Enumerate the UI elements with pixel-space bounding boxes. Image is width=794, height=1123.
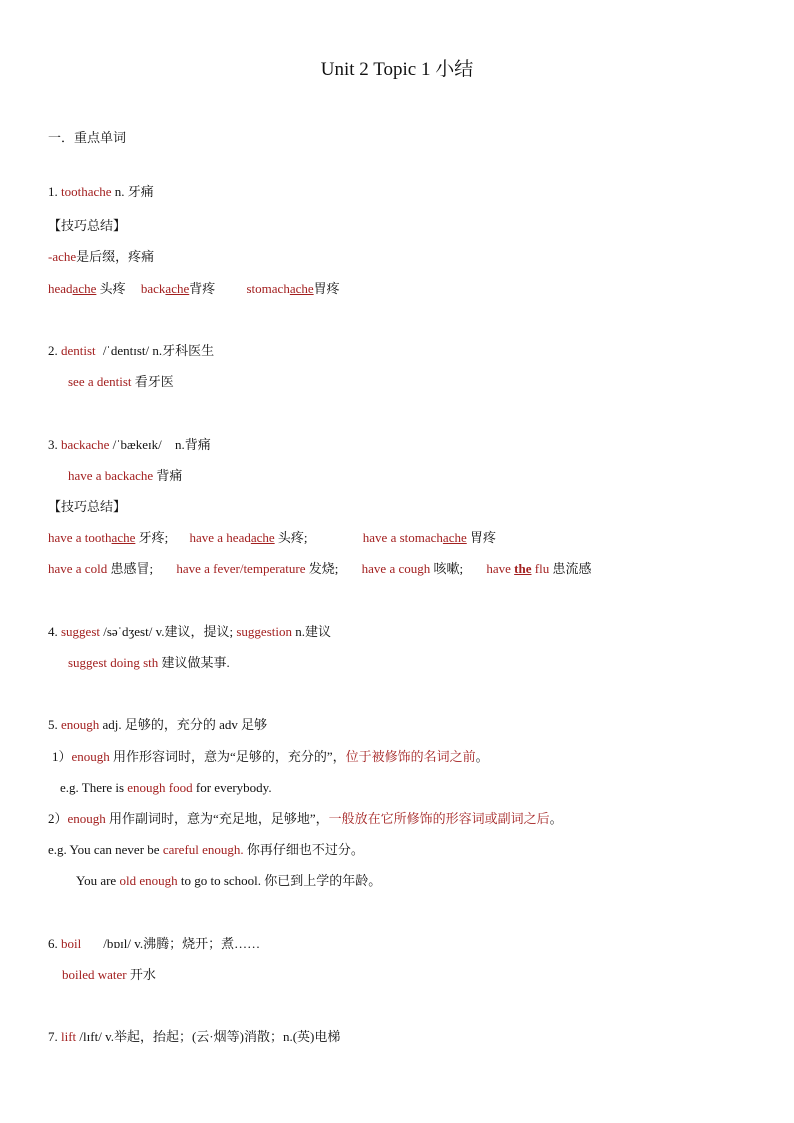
example-suffix: ache (72, 281, 97, 296)
flu-have: have (486, 561, 515, 576)
usage-end: 。 (549, 811, 563, 826)
usage-number: 2） (48, 811, 68, 826)
example-suffix: ache (165, 281, 190, 296)
word-entry-backache (48, 437, 211, 453)
entry-number: 7. (48, 1029, 61, 1044)
example-suffix: ache (289, 281, 314, 296)
entry-meaning: 牙痛 (127, 184, 154, 199)
phrase: have a backache (68, 468, 154, 483)
phrase: boiled water (62, 967, 127, 982)
example-cn: 胃疼 (313, 281, 340, 296)
word-entry-boil (48, 936, 260, 952)
entry-number: 1. (48, 184, 61, 199)
usage-adv (48, 811, 563, 827)
example-prefix: head (48, 281, 73, 296)
entry-number: 4. (48, 624, 61, 639)
phrase-suffix: ache (250, 530, 275, 545)
phrase-prefix: have a tooth (48, 530, 112, 545)
entry-word: boil (61, 936, 82, 951)
phrase-cn: 开水 (129, 967, 156, 982)
example-pre: e.g. You can never be (48, 842, 163, 857)
entry-meaning: n.背痛 (174, 437, 211, 452)
example-prefix: back (140, 281, 166, 296)
entry-meaning: v.举起，抬起；(云·烟等)消散；n.(英)电梯 (105, 1029, 341, 1044)
entry-meaning-2: n.建议 (292, 624, 332, 639)
example-post: to go to school. 你已到上学的年龄。 (177, 873, 382, 888)
usage-adj (52, 749, 489, 765)
entry-word: enough (61, 717, 100, 732)
example-sentence (48, 842, 364, 858)
phrase-cn: 背痛 (156, 468, 183, 483)
usage-end: 。 (475, 749, 489, 764)
example-key: old enough (119, 873, 178, 888)
section-heading: 一．重点单词 (48, 130, 127, 145)
entry-pos: n. (114, 184, 125, 199)
phrase-suffix: ache (442, 530, 467, 545)
flu-word: flu (531, 561, 550, 576)
entry-phonetic: /ˈdentɪst/ (102, 343, 150, 358)
entry-word: toothache (61, 184, 112, 199)
phrase-line (68, 468, 182, 484)
phrase-line (68, 374, 174, 390)
entry-phonetic: /lɪft/ (76, 1029, 106, 1044)
phrase-cn: 患感冒; (110, 561, 154, 576)
phrase-line (68, 655, 230, 671)
example-key: enough food (127, 780, 193, 795)
example-cn: 背疼 (189, 281, 216, 296)
usage-number: 1） (52, 749, 72, 764)
phrase-suffix: ache (111, 530, 136, 545)
entry-number: 6. (48, 936, 61, 951)
example-key: careful enough. (162, 842, 244, 857)
entry-phonetic: /bɒɪl/ (103, 936, 131, 951)
illness-phrases (48, 561, 591, 577)
phrase-cn: 牙疼; (138, 530, 169, 545)
entry-phonetic: /səˈdʒest/ (100, 624, 156, 639)
example-sentence (60, 780, 272, 796)
ache-phrases (48, 530, 496, 546)
entry-word: dentist (61, 343, 96, 358)
example-sentence (76, 873, 381, 889)
entry-meaning: v.沸腾；烧开；煮…… (130, 936, 261, 951)
suffix-note (48, 249, 154, 265)
phrase-prefix: have a stomach (362, 530, 443, 545)
entry-word: suggest (61, 624, 100, 639)
word-entry-dentist (48, 343, 214, 359)
entry-meaning: v.建议，提议; (155, 624, 237, 639)
phrase-prefix: have a head (189, 530, 251, 545)
entry-number: 5. (48, 717, 61, 732)
phrase: suggest doing sth (68, 655, 159, 670)
suffix-desc: 是后缀，疼痛 (76, 249, 155, 264)
ache-examples (48, 281, 340, 297)
entry-meaning: adj. 足够的，充分的 adv 足够 (99, 717, 268, 732)
phrase-en: have a cough (361, 561, 431, 576)
entry-word: backache (61, 437, 110, 452)
phrase-line (62, 967, 156, 983)
example-post: for everybody. (192, 780, 272, 795)
phrase-en: have a cold (48, 561, 108, 576)
example-prefix: stomach (246, 281, 290, 296)
usage-word: enough (71, 749, 110, 764)
phrase-cn: 头疼; (277, 530, 308, 545)
tip-heading: 【技巧总结】 (48, 218, 127, 233)
flu-article: the (514, 561, 532, 576)
phrase-en: have a fever/temperature (176, 561, 306, 576)
entry-number: 2. (48, 343, 61, 358)
word-entry-toothache (48, 184, 154, 200)
phrase-cn: 发烧; (308, 561, 339, 576)
tip-heading: 【技巧总结】 (48, 499, 127, 514)
entry-number: 3. (48, 437, 61, 452)
usage-rule: 位于被修饰的名词之前 (345, 749, 476, 764)
example-post: 你再仔细也不过分。 (243, 842, 364, 857)
example-pre: e.g. There is (60, 780, 128, 795)
usage-rule: 一般放在它所修饰的形容词或副词之后 (328, 811, 550, 826)
example-cn: 头疼 (99, 281, 126, 296)
phrase-cn: 看牙医 (134, 374, 174, 389)
entry-word-2: suggestion (236, 624, 292, 639)
page-title: Unit 2 Topic 1 小结 (320, 59, 474, 80)
example-pre: You are (76, 873, 120, 888)
usage-text: 用作副词时，意为“充足地，足够地”， (105, 811, 329, 826)
phrase: see a dentist (68, 374, 132, 389)
usage-text: 用作形容词时，意为“足够的，充分的”， (109, 749, 346, 764)
phrase-cn: 咳嗽; (433, 561, 464, 576)
word-entry-enough (48, 717, 267, 733)
entry-word: lift (61, 1029, 77, 1044)
entry-meaning: n.牙科医生 (152, 343, 215, 358)
word-entry-lift (48, 1029, 340, 1045)
phrase-cn: 患流感 (552, 561, 592, 576)
usage-word: enough (67, 811, 106, 826)
word-entry-suggest (48, 624, 331, 640)
entry-phonetic: /ˈbækeɪk/ (112, 437, 162, 452)
phrase-cn: 建议做某事. (161, 655, 230, 670)
suffix: -ache (48, 249, 77, 264)
phrase-cn: 胃疼 (469, 530, 496, 545)
